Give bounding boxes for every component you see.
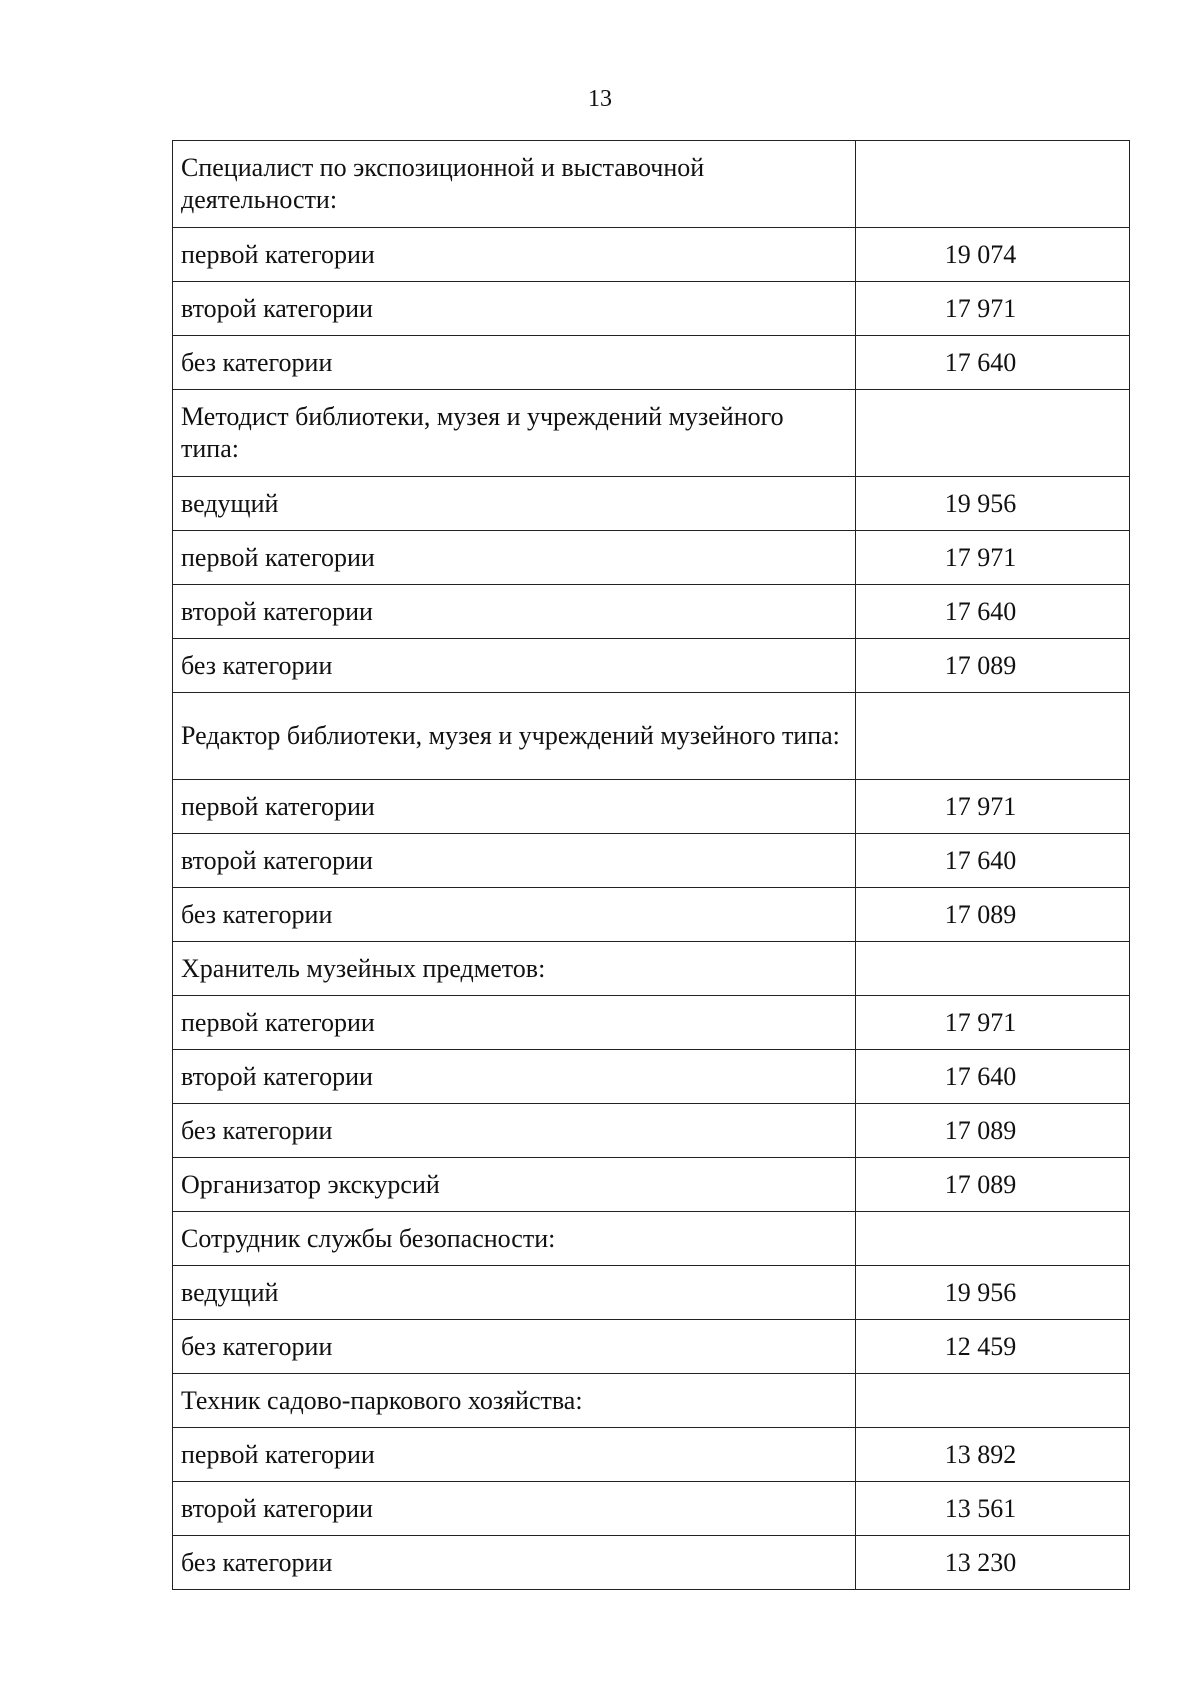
position-label: Методист библиотеки, музея и учреждений музейного типа: — [173, 390, 856, 477]
category-label: первой категории — [173, 780, 856, 834]
salary-value — [856, 141, 1130, 228]
table-row — [173, 1374, 1130, 1428]
category-label: первой категории — [173, 228, 856, 282]
category-label: без категории — [173, 639, 856, 693]
salary-value: 19 956 — [856, 1266, 1130, 1320]
salary-value: 17 971 — [856, 531, 1130, 585]
salary-value: 13 561 — [856, 1482, 1130, 1536]
salary-value: 17 640 — [856, 585, 1130, 639]
salary-value: 17 089 — [856, 639, 1130, 693]
salary-value: 13 230 — [856, 1536, 1130, 1590]
table-row — [173, 585, 1130, 639]
category-label: второй категории — [173, 1482, 856, 1536]
salary-value — [856, 1374, 1130, 1428]
table-row — [173, 1428, 1130, 1482]
salary-value — [856, 1212, 1130, 1266]
category-label: второй категории — [173, 282, 856, 336]
table-row — [173, 1536, 1130, 1590]
salary-table — [172, 140, 1130, 1590]
table-row — [173, 1320, 1130, 1374]
salary-value — [856, 942, 1130, 996]
position-label: Специалист по экспозиционной и выставочной деятельности: — [173, 141, 856, 228]
category-label: первой категории — [173, 1428, 856, 1482]
table-row — [173, 282, 1130, 336]
salary-value: 17 640 — [856, 336, 1130, 390]
table-row — [173, 1212, 1130, 1266]
position-label: Сотрудник службы безопасности: — [173, 1212, 856, 1266]
category-label: без категории — [173, 1104, 856, 1158]
salary-value: 17 089 — [856, 1104, 1130, 1158]
salary-value: 17 640 — [856, 834, 1130, 888]
table-row — [173, 1104, 1130, 1158]
table-row — [173, 390, 1130, 477]
category-label: без категории — [173, 336, 856, 390]
table-row — [173, 336, 1130, 390]
salary-value: 19 074 — [856, 228, 1130, 282]
table-row — [173, 228, 1130, 282]
table-row — [173, 996, 1130, 1050]
salary-value: 12 459 — [856, 1320, 1130, 1374]
position-label: Редактор библиотеки, музея и учреждений музейного типа: — [173, 693, 856, 780]
position-label: Хранитель музейных предметов: — [173, 942, 856, 996]
salary-value: 17 971 — [856, 996, 1130, 1050]
table-row — [173, 639, 1130, 693]
salary-value: 13 892 — [856, 1428, 1130, 1482]
category-label: второй категории — [173, 834, 856, 888]
category-label: второй категории — [173, 585, 856, 639]
position-label: Организатор экскурсий — [173, 1158, 856, 1212]
table-row — [173, 531, 1130, 585]
table-row — [173, 693, 1130, 780]
table-row — [173, 1482, 1130, 1536]
table-row — [173, 1266, 1130, 1320]
table-row — [173, 834, 1130, 888]
category-label: без категории — [173, 888, 856, 942]
category-label: второй категории — [173, 1050, 856, 1104]
category-label: первой категории — [173, 531, 856, 585]
salary-value: 17 971 — [856, 780, 1130, 834]
salary-value: 17 089 — [856, 888, 1130, 942]
category-label: ведущий — [173, 1266, 856, 1320]
table-row — [173, 1158, 1130, 1212]
salary-value — [856, 693, 1130, 780]
position-label: Техник садово-паркового хозяйства: — [173, 1374, 856, 1428]
category-label: ведущий — [173, 477, 856, 531]
salary-value: 17 640 — [856, 1050, 1130, 1104]
category-label: без категории — [173, 1536, 856, 1590]
table-row — [173, 780, 1130, 834]
table-row — [173, 888, 1130, 942]
table-row — [173, 1050, 1130, 1104]
page-number: 13 — [588, 86, 612, 112]
salary-value: 17 089 — [856, 1158, 1130, 1212]
table-row — [173, 141, 1130, 228]
salary-value: 17 971 — [856, 282, 1130, 336]
category-label: первой категории — [173, 996, 856, 1050]
salary-value: 19 956 — [856, 477, 1130, 531]
salary-value — [856, 390, 1130, 477]
category-label: без категории — [173, 1320, 856, 1374]
table-row — [173, 942, 1130, 996]
table-row — [173, 477, 1130, 531]
